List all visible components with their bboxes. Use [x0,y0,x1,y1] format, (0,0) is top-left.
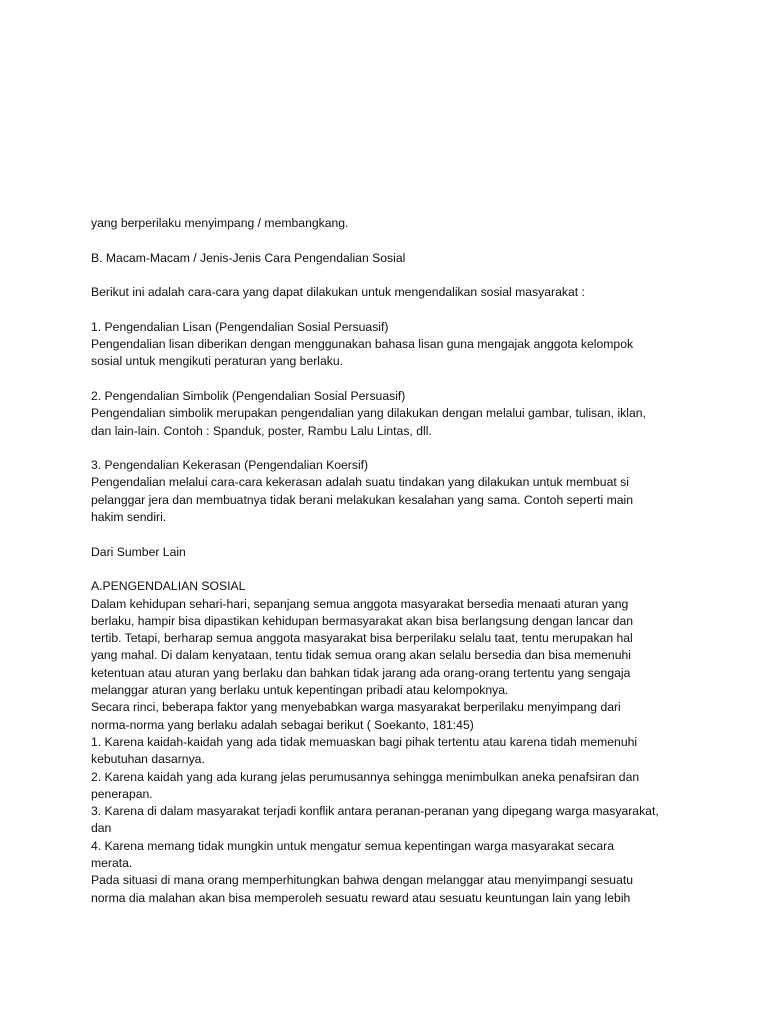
text-line: B. Macam-Macam / Jenis-Jenis Cara Pengendalian Sosial [91,250,406,265]
text-line: 1. Karena kaidah-kaidah yang ada tidak memuaskan bagi pihak tertentu atau karena tidah memenuhi [91,734,638,749]
text-line: 2. Karena kaidah yang ada kurang jelas perumusannya sehingga menimbulkan aneka penafsiran dan [91,769,640,784]
section-heading-b [91,250,691,267]
paragraph-lisan [91,319,691,371]
text-line: norma-norma yang berlaku adalah sebagai berikut ( Soekanto, 181:45) [91,717,474,732]
text-line: Pengendalian melalui cara-cara kekerasan adalah suatu tindakan yang dilakukan untuk membuat si [91,475,629,490]
text-line: A.PENGENDALIAN SOSIAL [91,579,246,594]
text-line: Pengendalian simbolik merupakan pengendalian yang dilakukan dengan melalui gambar, tulisan, iklan, [91,406,646,421]
text-line: kebutuhan dasarnya. [91,752,205,767]
paragraph-source [91,544,691,561]
document-page [91,215,691,924]
text-line: berlaku, hampir bisa dipastikan kehidupan bermasyarakat akan bisa berlangsung dengan lancar dan [91,613,634,628]
text-line: 3. Pengendalian Kekerasan (Pengendalian Koersif) [91,458,369,473]
text-line: norma dia malahan akan bisa memperoleh sesuatu reward atau sesuatu keuntungan lain yang lebih [91,890,631,905]
text-line: 1. Pengendalian Lisan (Pengendalian Sosial Persuasif) [91,319,389,334]
text-line: Pengendalian lisan diberikan dengan menggunakan bahasa lisan guna mengajak anggota kelompok [91,337,634,352]
paragraph-pengendalian-sosial [91,578,691,907]
text-line: 2. Pengendalian Simbolik (Pengendalian Sosial Persuasif) [91,388,406,403]
text-line: Berikut ini adalah cara-cara yang dapat dilakukan untuk mengendalikan sosial masyarakat : [91,285,585,300]
paragraph-simbolik [91,388,691,440]
text-line: dan [91,821,112,836]
text-line: ketentuan atau aturan yang berlaku dan bahkan tidak jarang ada orang-orang tertentu yang sengaja [91,665,631,680]
paragraph-intro [91,215,691,232]
text-line: Dalam kehidupan sehari-hari, sepanjang semua anggota masyarakat bersedia menaati aturan yang [91,596,629,611]
paragraph-kekerasan [91,457,691,526]
text-line: 3. Karena di dalam masyarakat terjadi konflik antara peranan-peranan yang dipegang warga masyarakat, [91,804,659,819]
text-line: dan lain-lain. Contoh : Spanduk, poster, Rambu Lalu Lintas, dll. [91,423,432,438]
text-line: Dari Sumber Lain [91,544,186,559]
text-line: sosial untuk mengikuti peraturan yang berlaku. [91,354,344,369]
text-line: merata. [91,855,133,870]
text-line: hakim sendiri. [91,510,167,525]
text-line: Pada situasi di mana orang memperhitungkan bahwa dengan melanggar atau menyimpangi sesuatu [91,873,634,888]
paragraph-lead [91,284,691,301]
text-line: tertib. Tetapi, berharap semua anggota masyarakat bisa berperilaku selalu taat, tentu merupakan hal [91,631,633,646]
text-line: pelanggar jera dan membuatnya tidak berani melakukan kesalahan yang sama. Contoh seperti main [91,492,633,507]
text-line: melanggar aturan yang berlaku untuk kepentingan pribadi atau kelompoknya. [91,683,509,698]
text-line: 4. Karena memang tidak mungkin untuk mengatur semua kepentingan warga masyarakat secara [91,838,614,853]
text-line: yang mahal. Di dalam kenyataan, tentu tidak semua orang akan selalu bersedia dan bisa memenuhi [91,648,631,663]
text-line: penerapan. [91,786,153,801]
text-line: Secara rinci, beberapa faktor yang menyebabkan warga masyarakat berperilaku menyimpang dari [91,700,621,715]
text-line: yang berperilaku menyimpang / membangkang. [91,216,349,230]
